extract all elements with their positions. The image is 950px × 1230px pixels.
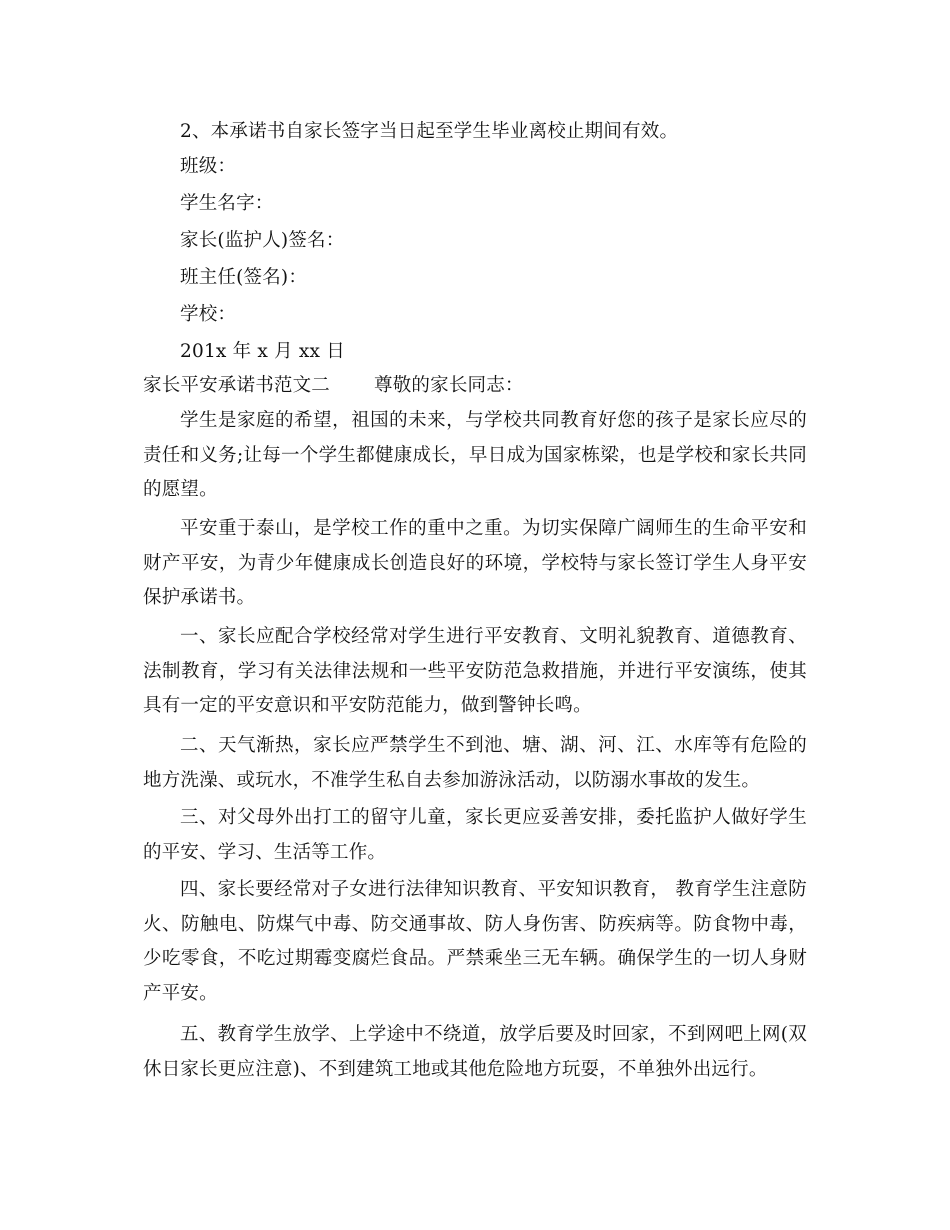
section-title: 家长平安承诺书范文二 bbox=[143, 375, 331, 396]
class-label: 班级： bbox=[180, 156, 237, 177]
school-label: 学校： bbox=[180, 304, 237, 325]
paragraph-2: 平安重于泰山，是学校工作的重中之重。为切实保障广阔师生的生命平安和财产平安，为青少年健康成长创造良好的环境，学校特与家长签订学生人身平安保护承诺书。 bbox=[143, 518, 807, 608]
paragraph-3: 一、家长应配合学校经常对学生进行平安教育、文明礼貌教育、道德教育、法制教育，学习有关法律法规和一些平安防范急救措施，并进行平安演练，使其具有一定的平安意识和平安防范能力，做到警钟长鸣。 bbox=[143, 626, 807, 716]
student-name-label: 学生名字： bbox=[180, 193, 274, 214]
section-heading-line bbox=[143, 374, 524, 398]
paragraph-5: 三、对父母外出打工的留守儿童，家长更应妥善安排，委托监护人做好学生的平安、学习、生活等工作。 bbox=[143, 807, 807, 863]
date-line: 201x 年 x 月 xx 日 bbox=[180, 341, 345, 362]
validity-clause: 2、本承诺书自家长签字当日起至学生毕业离校止期间有效。 bbox=[180, 121, 679, 142]
paragraph-4: 二、天气渐热，家长应严禁学生不到池、塘、湖、河、江、水库等有危险的地方洗澡、或玩水，不准学生私自去参加游泳活动，以防溺水事故的发生。 bbox=[143, 735, 807, 791]
paragraph-7: 五、教育学生放学、上学途中不绕道，放学后要及时回家，不到网吧上网(双休日家长更应注意)、不到建筑工地或其他危险地方玩耍，不单独外出远行。 bbox=[143, 1024, 807, 1080]
parent-signature-label: 家长(监护人)签名： bbox=[180, 230, 345, 251]
head-teacher-label: 班主任(签名)： bbox=[180, 267, 308, 288]
paragraph-6: 四、家长要经常对子女进行法律知识教育、平安知识教育， 教育学生注意防火、防触电、防煤气中毒、防交通事故、防人身伤害、防疾病等。防食物中毒，少吃零食，不吃过期霉变腐烂食品。严禁乘坐三无车辆。确保学生的一切人身财产平安。 bbox=[143, 879, 807, 1004]
paragraph-1: 学生是家庭的希望，祖国的未来，与学校共同教育好您的孩子是家长应尽的责任和义务;让每一个学生都健康成长，早日成为国家栋梁，也是学校和家长共同的愿望。 bbox=[143, 410, 807, 500]
salutation: 尊敬的家长同志： bbox=[374, 375, 524, 396]
